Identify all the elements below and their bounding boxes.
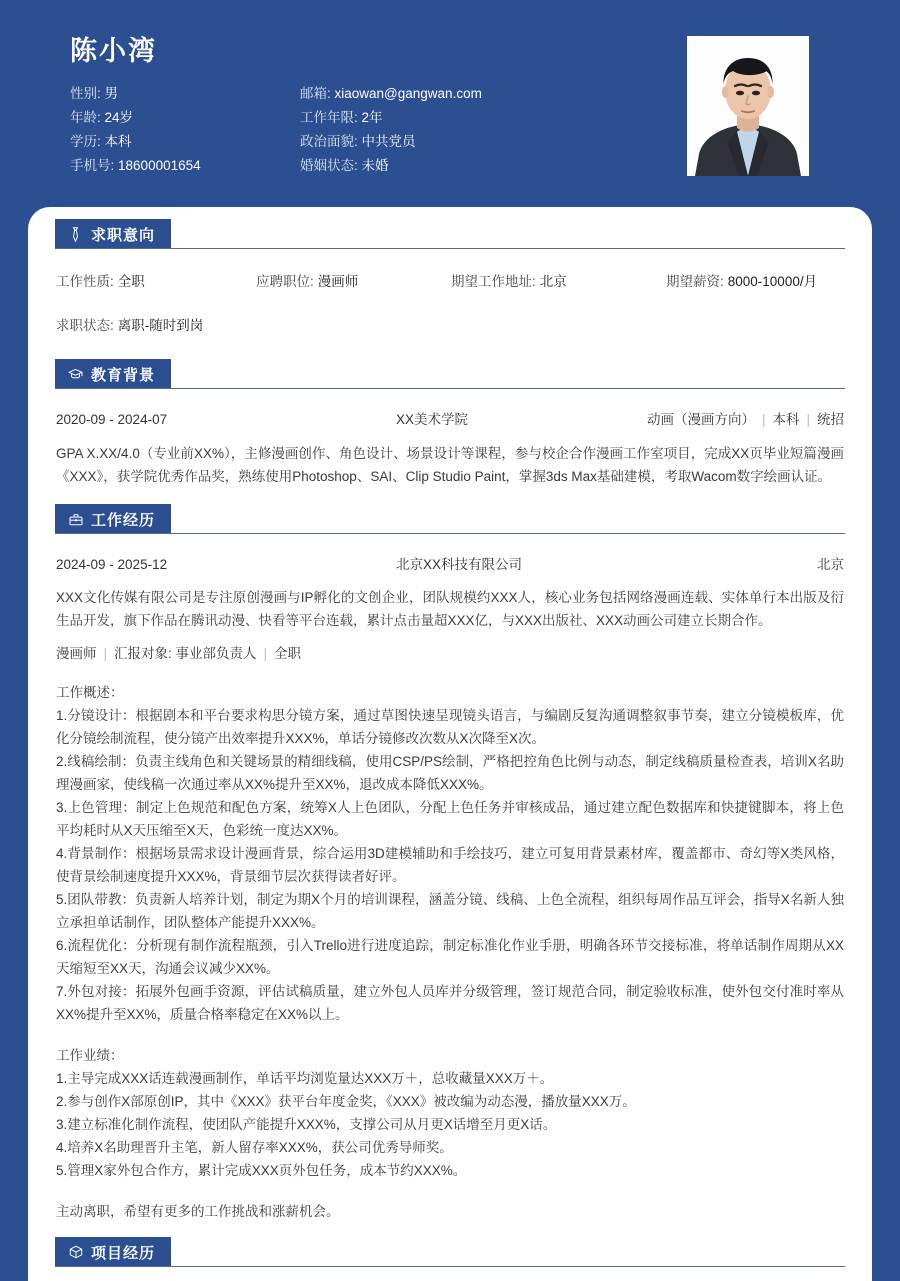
info-value: 2年 (361, 110, 383, 125)
work-achievement-item: 1.主导完成XXX话连载漫画制作，单话平均浏览量达XXX万＋，总收藏量XXX万＋。 (56, 1071, 554, 1086)
section-tab-projects (55, 1237, 171, 1267)
work-role-line (56, 632, 844, 665)
work-role: 漫画师 (56, 646, 97, 661)
education-degree: 本科 (772, 412, 800, 427)
work-date-range: 2024-09 - 2025-12 (56, 557, 168, 572)
field-label: 求职状态: (56, 318, 114, 333)
info-value: 中共党员 (361, 134, 416, 149)
work-company-intro: XXX文化传媒有限公司是专注原创漫画与IP孵化的文创企业，团队规模约XXX人，核心业务包括网络漫画连载、实体单行本出版及衍生品开发，旗下作品在腾讯动漫、快看等平台连载，累计点击量超XXX亿，与XXX出版社、XXX动画公司建立长期合作。 (56, 590, 844, 628)
field-value: 北京 (539, 274, 567, 289)
briefcase-icon (68, 512, 83, 527)
candidate-name: 陈小湾 (70, 36, 157, 66)
education-entry-meta (56, 389, 844, 430)
work-summary-item: 1.分镜设计：根据剧本和平台要求构思分镜方案，通过草图快速呈现镜头语言，与编剧反复沟通调整叙事节奏，建立分镜模板库，优化分镜绘制流程，使分镜产出效率提升XXX%，单话分镜修改次数从X次降至X次。 (56, 708, 844, 746)
job-intention-fields (56, 249, 844, 359)
education-description-wrap (56, 430, 844, 504)
info-value: xiaowan@gangwan.com (334, 86, 482, 101)
section-title-projects: 项目经历 (91, 1244, 156, 1262)
section-body-job-intention (28, 249, 872, 359)
info-label: 邮箱: (300, 86, 331, 101)
section-body-work-experience (28, 534, 872, 1237)
work-leave-reason: 主动离职，希望有更多的工作挑战和涨薪机会。 (56, 1204, 340, 1219)
section-header-job-intention (28, 219, 872, 249)
field-label: 工作性质: (56, 274, 114, 289)
info-label: 政治面貌: (300, 134, 358, 149)
section-title-education: 教育背景 (91, 366, 156, 384)
info-label: 性别: (70, 86, 101, 101)
work-summary-item: 7.外包对接：拓展外包画手资源，评估试稿质量，建立外包人员库并分级管理，签订规范合同，制定验收标准，使外包交付准时率从XX%提升至XX%，质量合格率稳定在XX%以上。 (56, 984, 844, 1022)
section-title-work-experience: 工作经历 (91, 511, 156, 529)
education-admission-type: 统招 (817, 412, 844, 427)
info-label: 婚姻状态: (300, 158, 358, 173)
field-label: 期望工作地址: (451, 274, 536, 289)
info-item-email (300, 82, 600, 106)
separator: | (761, 412, 766, 427)
work-achievement-title: 工作业绩： (56, 1048, 124, 1063)
work-achievement-block (56, 1026, 844, 1182)
section-rule (55, 248, 845, 249)
work-employment-type: 全职 (274, 646, 302, 661)
info-item-work-years (300, 106, 600, 130)
field-target-location (451, 271, 666, 293)
section-rule (55, 1266, 845, 1267)
graduation-cap-icon (68, 367, 83, 382)
info-label: 工作年限: (300, 110, 358, 125)
work-achievement-item: 4.培养X名助理晋升主笔，新人留存率XXX%，获公司优秀导师奖。 (56, 1140, 453, 1155)
info-value: 18600001654 (118, 158, 201, 173)
portrait-illustration (687, 36, 809, 176)
work-achievement-item: 3.建立标准化制作流程，使团队产能提升XXX%，支撑公司从月更X话增至月更X话。 (56, 1117, 557, 1132)
section-job-intention (28, 219, 872, 359)
section-header-projects (28, 1237, 872, 1267)
field-label: 应聘职位: (256, 274, 314, 289)
education-qualifications (647, 410, 844, 430)
field-value: 8000-10000/月 (727, 274, 818, 289)
work-location: 北京 (817, 557, 844, 572)
work-summary-item: 3.上色管理：制定上色规范和配色方案，统筹X人上色团队，分配上色任务并审核成品，通过建立配色数据库和快捷键脚本，将上色平均耗时从X天压缩至X天，色彩统一度达XX%。 (56, 800, 844, 838)
field-value: 漫画师 (317, 274, 359, 289)
education-description: GPA X.XX/4.0（专业前XX%），主修漫画创作、角色设计、场景设计等课程，参与校企合作漫画工作室项目，完成XX页毕业短篇漫画《XXX》，获学院优秀作品奖，熟练使用Photoshop、SAI、Clip Studio Paint，掌握3ds Max基础建模，考取Wacom数字绘画认证。 (56, 446, 844, 484)
section-tab-job-intention (55, 219, 171, 249)
work-entry-meta (56, 534, 844, 575)
info-value: 未婚 (361, 158, 389, 173)
info-item-political-status (300, 130, 600, 154)
separator: | (806, 412, 810, 427)
info-label: 学历: (70, 134, 101, 149)
info-item-phone (70, 154, 300, 178)
resume-card (28, 207, 872, 1281)
work-company-name: 北京XX科技有限公司 (396, 557, 523, 572)
card-top-spacer (28, 207, 872, 219)
work-leave-reason-wrap (56, 1182, 844, 1237)
education-date-range: 2020-09 - 2024-07 (56, 412, 168, 427)
job-intention-row-2 (56, 315, 844, 359)
field-job-status (56, 315, 256, 337)
info-value: 本科 (104, 134, 132, 149)
section-rule (55, 388, 845, 389)
work-achievement-item: 2.参与创作X部原创IP，其中《XXX》获平台年度金奖，《XXX》被改编为动态漫，播放量XXX万。 (56, 1094, 636, 1109)
field-target-position (256, 271, 451, 293)
info-item-gender (70, 82, 300, 106)
work-summary-item: 4.背景制作：根据场景需求设计漫画背景，综合运用3D建模辅助和手绘技巧，建立可复用背景素材库，覆盖都市、奇幻等X类风格，使背景绘制速度提升XXX%，背景细节层次获得读者好评。 (56, 846, 844, 884)
info-item-marital-status (300, 154, 600, 178)
separator: | (263, 646, 268, 661)
section-tab-education (55, 359, 171, 389)
info-label: 手机号: (70, 158, 115, 173)
resume-header (0, 0, 900, 207)
section-projects (28, 1237, 872, 1267)
work-summary-item: 2.线稿绘制：负责主线角色和关键场景的精细线稿，使用CSP/PS绘制，严格把控角色比例与动态，制定线稿质量检查表，培训X名助理漫画家，使线稿一次通过率从XX%提升至XX%，退改成本降低XXX%。 (56, 754, 844, 792)
field-job-nature (56, 271, 256, 293)
field-value: 离职-随时到岗 (117, 318, 204, 333)
info-item-age (70, 106, 300, 130)
work-summary-item: 6.流程优化：分析现有制作流程瓶颈，引入Trello进行进度追踪，制定标准化作业手册，明确各环节交接标准，将单话制作周期从XX天缩短至XX天，沟通会议减少XX%。 (56, 938, 844, 976)
section-work-experience (28, 504, 872, 1237)
field-value: 全职 (117, 274, 145, 289)
section-title-job-intention: 求职意向 (91, 226, 156, 244)
info-label: 年龄: (70, 110, 101, 125)
info-value: 24岁 (104, 110, 134, 125)
section-header-education (28, 359, 872, 389)
separator: | (103, 646, 108, 661)
job-intention-row-1 (56, 271, 844, 315)
field-label: 期望薪资: (666, 274, 724, 289)
work-summary-title: 工作概述： (56, 685, 124, 700)
necktie-icon (68, 227, 83, 242)
section-education (28, 359, 872, 504)
work-summary-block (56, 665, 844, 1026)
education-major: 动画（漫画方向） (646, 412, 755, 427)
work-report-to: 汇报对象: 事业部负责人 (114, 646, 257, 661)
candidate-photo (687, 36, 809, 176)
info-value: 男 (104, 86, 119, 101)
work-company-intro-wrap (56, 575, 844, 632)
work-summary-item: 5.团队带教：负责新人培养计划，制定为期X个月的培训课程，涵盖分镜、线稿、上色全流程，组织每周作品互评会，指导X名新人独立承担单话制作，团队整体产能提升XXX%。 (56, 892, 844, 930)
info-item-education (70, 130, 300, 154)
section-header-work-experience (28, 504, 872, 534)
work-achievement-item: 5.管理X家外包合作方，累计完成XXX页外包任务，成本节约XXX%。 (56, 1163, 467, 1178)
box-icon (68, 1245, 83, 1260)
section-rule (55, 533, 845, 534)
field-expected-salary (666, 271, 817, 293)
section-body-education (28, 389, 872, 504)
header-info-grid (70, 82, 600, 178)
section-tab-work-experience (55, 504, 171, 534)
education-school: XX美术学院 (396, 412, 469, 427)
